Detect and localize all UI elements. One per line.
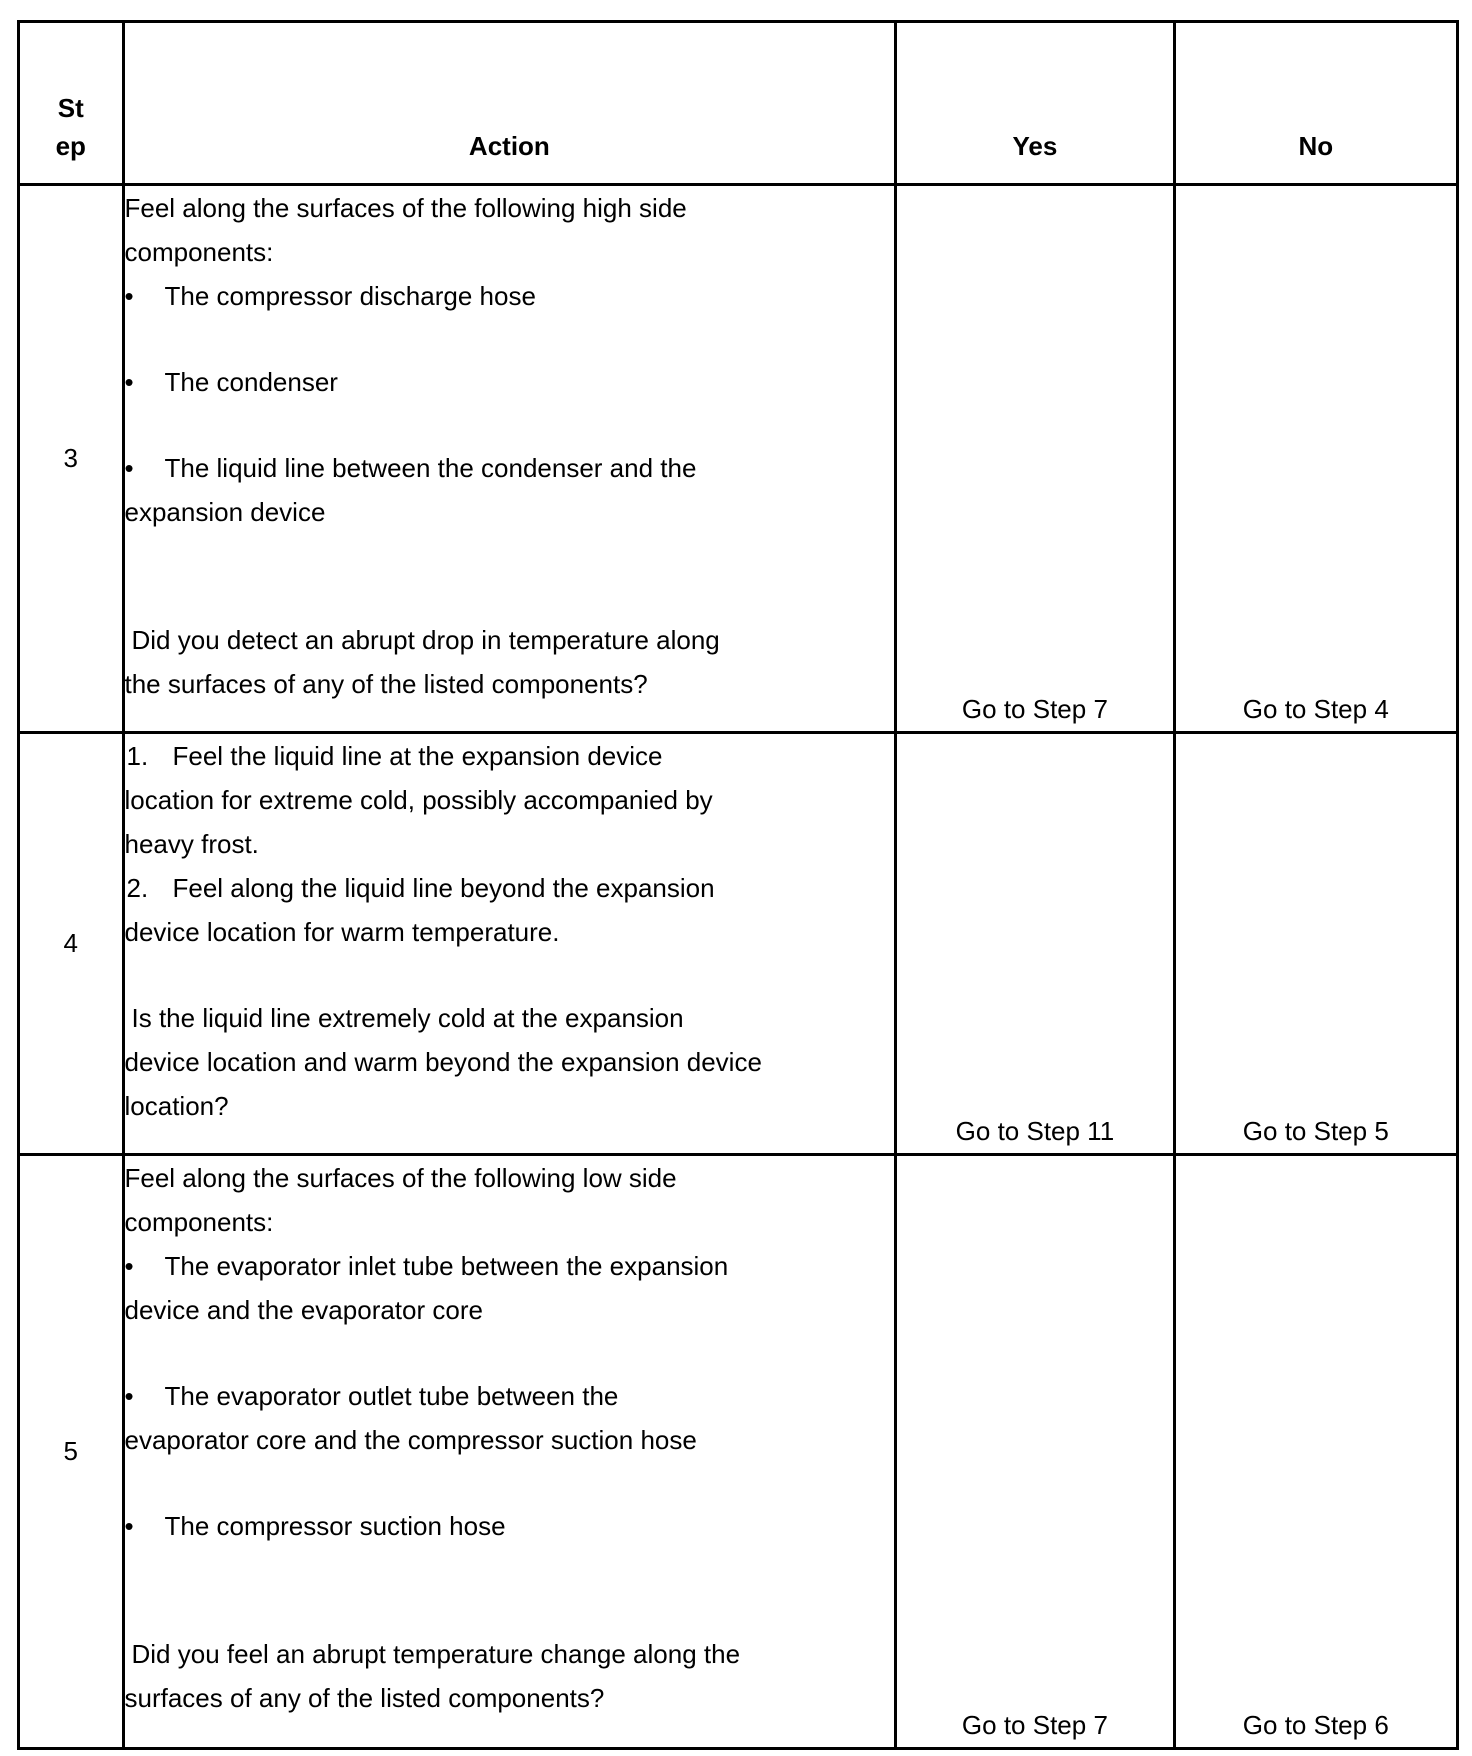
header-step-line1: St <box>57 93 84 123</box>
bullet-item: • The compressor suction hose <box>124 1511 506 1541</box>
yes-result: Go to Step 7 <box>896 185 1174 733</box>
action-text: location for extreme cold, possibly accompanied by <box>124 785 713 815</box>
header-no: No <box>1174 22 1457 185</box>
action-text: Feel along the surfaces of the following low side <box>124 1163 677 1193</box>
action-text: device location for warm temperature. <box>124 917 560 947</box>
action-cell <box>123 185 896 733</box>
action-text: components: <box>124 1207 274 1237</box>
action-text: evaporator core and the compressor suction hose <box>124 1425 697 1455</box>
header-action: Action <box>123 22 896 185</box>
bullet-item: • The evaporator outlet tube between the <box>124 1381 619 1411</box>
question-text: device location and warm beyond the expansion device <box>124 1047 762 1077</box>
header-yes: Yes <box>896 22 1174 185</box>
table-row <box>19 1155 1458 1749</box>
numbered-item: 1. Feel the liquid line at the expansion device <box>126 741 663 771</box>
diagnostic-table <box>17 20 1459 1750</box>
numbered-item: 2. Feel along the liquid line beyond the expansion <box>126 873 715 903</box>
question-text: Is the liquid line extremely cold at the expansion <box>131 1003 684 1033</box>
no-result: Go to Step 6 <box>1174 1155 1457 1749</box>
bullet-item: • The compressor discharge hose <box>124 281 536 311</box>
table-row <box>19 185 1458 733</box>
step-number: 4 <box>19 733 124 1155</box>
no-result: Go to Step 4 <box>1174 185 1457 733</box>
action-text: components: <box>124 237 274 267</box>
table-row <box>19 733 1458 1155</box>
action-cell <box>123 733 896 1155</box>
bullet-item: • The condenser <box>124 367 338 397</box>
yes-result: Go to Step 11 <box>896 733 1174 1155</box>
action-text: Feel along the surfaces of the following high side <box>124 193 687 223</box>
question-text: the surfaces of any of the listed components? <box>124 669 648 699</box>
table-header-row <box>19 22 1458 185</box>
bullet-item: • The liquid line between the condenser and the <box>124 453 697 483</box>
header-step <box>19 22 124 185</box>
question-text: Did you detect an abrupt drop in temperature along <box>131 625 720 655</box>
bullet-item: • The evaporator inlet tube between the expansion <box>124 1251 729 1281</box>
no-result: Go to Step 5 <box>1174 733 1457 1155</box>
question-text: location? <box>124 1091 229 1121</box>
yes-result: Go to Step 7 <box>896 1155 1174 1749</box>
action-text: heavy frost. <box>124 829 259 859</box>
action-text: expansion device <box>124 497 326 527</box>
header-step-line2: ep <box>55 131 86 161</box>
step-number: 5 <box>19 1155 124 1749</box>
step-number: 3 <box>19 185 124 733</box>
action-cell <box>123 1155 896 1749</box>
action-text: device and the evaporator core <box>124 1295 483 1325</box>
question-text: surfaces of any of the listed components? <box>124 1683 605 1713</box>
question-text: Did you feel an abrupt temperature change along the <box>131 1639 741 1669</box>
